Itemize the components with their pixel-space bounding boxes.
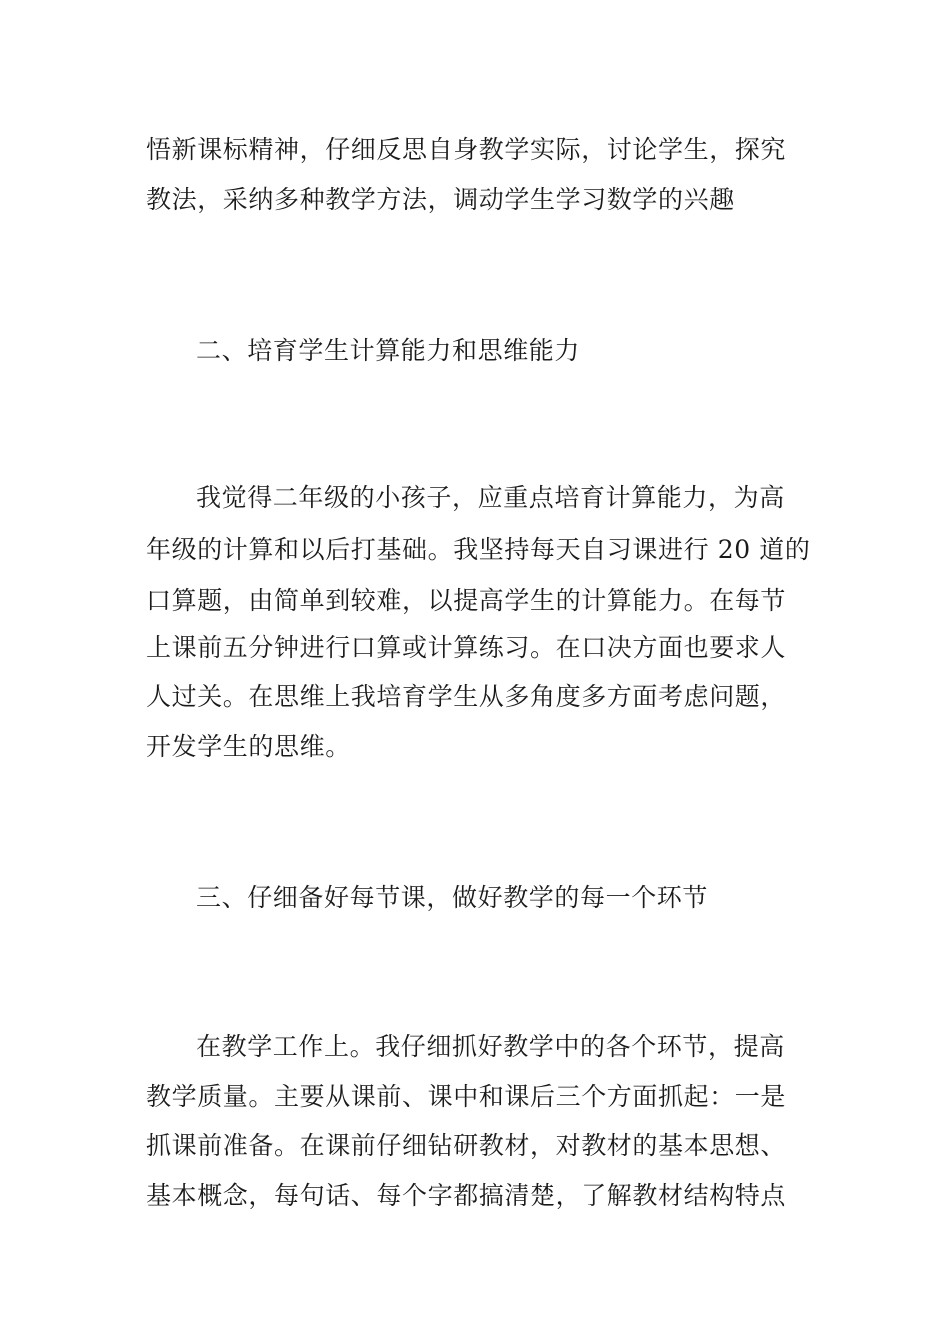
paragraph-3-line-1: 在教学工作上。我仔细抓好教学中的各个环节，提高 [196,1032,785,1061]
paragraph-3-line-3: 抓课前准备。在课前仔细钻研教材，对教材的基本思想、 [146,1131,787,1160]
paragraph-2-line-1: 我觉得二年级的小孩子，应重点培育计算能力，为高 [196,483,785,512]
paragraph-2-line-6: 开发学生的思维。 [146,732,351,761]
section-heading-2: 二、培育学生计算能力和思维能力 [196,336,581,365]
paragraph-2-line-2: 年级的计算和以后打基础。我坚持每天自习课进行 20 道的 [146,535,811,564]
paragraph-2-line-3: 口算题，由简单到较难，以提高学生的计算能力。在每节 [146,586,787,615]
paragraph-3-line-4: 基本概念，每句话、每个字都搞清楚，了解教材结构特点 [146,1181,787,1210]
paragraph-3-line-2: 教学质量。主要从课前、课中和课后三个方面抓起：一是 [146,1082,787,1111]
paragraph-1-line-2: 教法，采纳多种教学方法，调动学生学习数学的兴趣 [146,185,735,214]
paragraph-2-line-5: 人过关。在思维上我培育学生从多角度多方面考虑问题， [146,682,787,711]
paragraph-2-line-4: 上课前五分钟进行口算或计算练习。在口决方面也要求人 [146,633,787,662]
paragraph-1-line-1: 悟新课标精神，仔细反思自身教学实际，讨论学生，探究 [146,135,787,164]
section-heading-3: 三、仔细备好每节课，做好教学的每一个环节 [196,883,709,912]
